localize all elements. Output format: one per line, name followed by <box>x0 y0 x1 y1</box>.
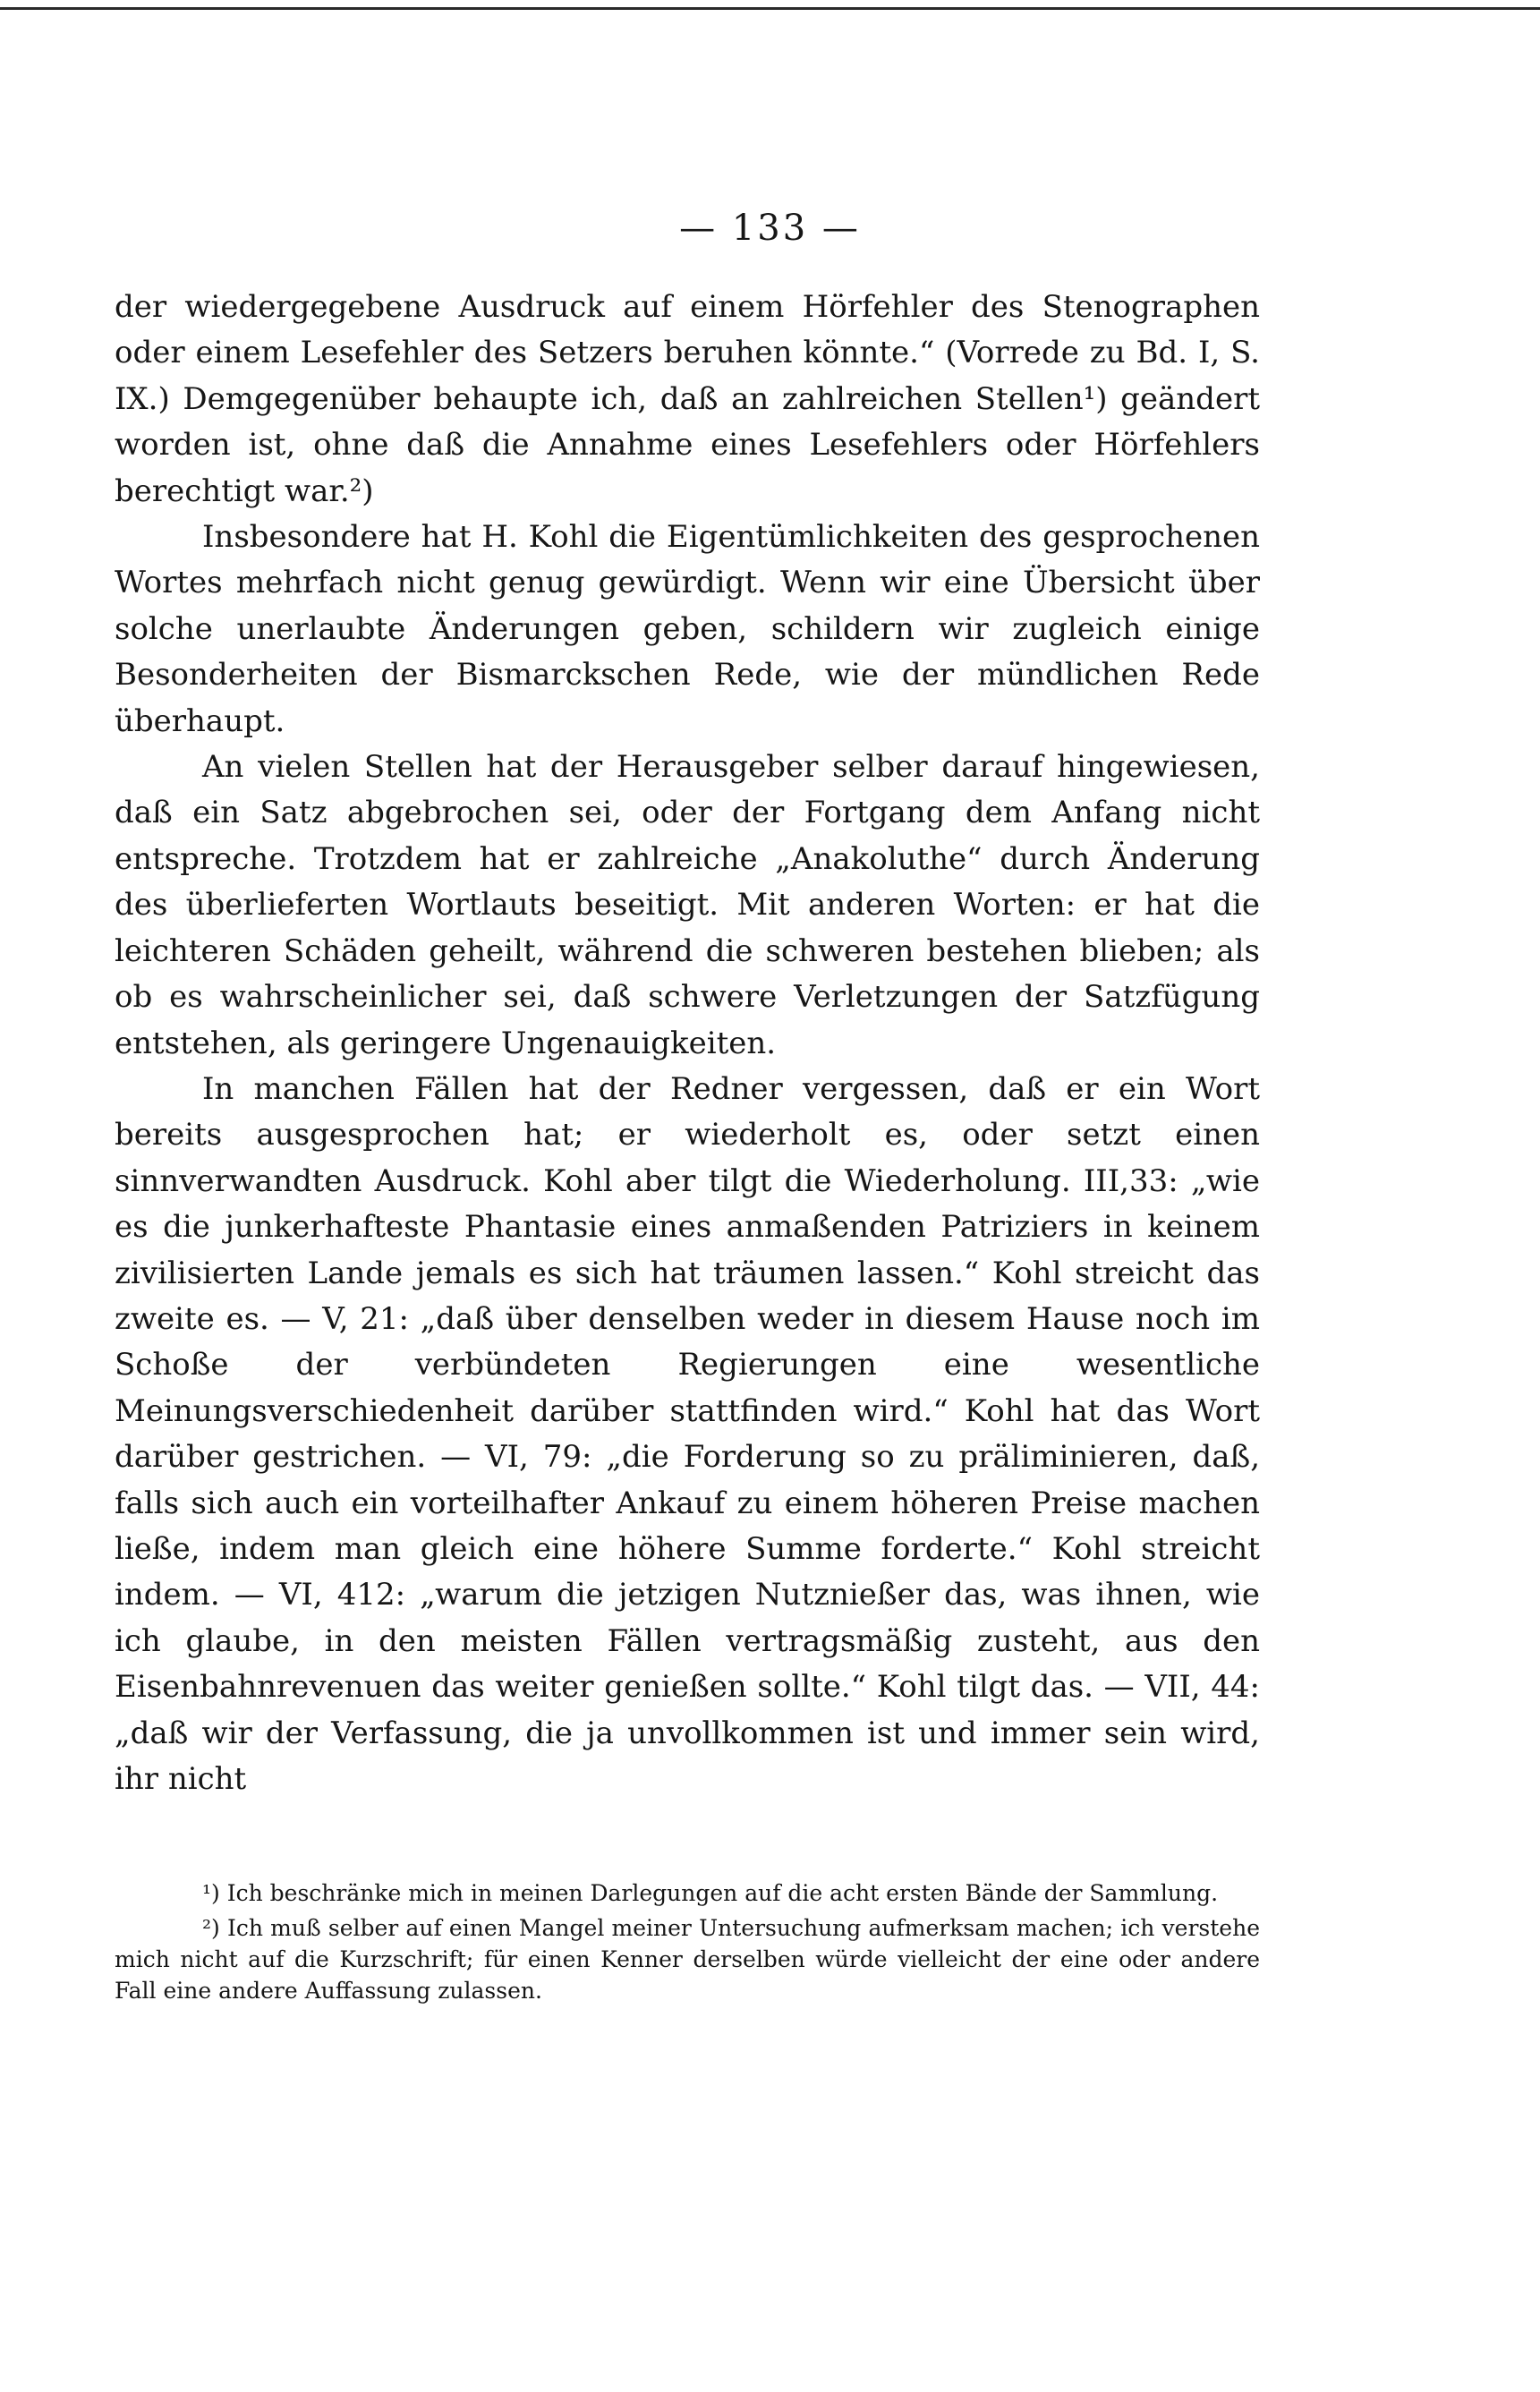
footnotes <box>115 1877 1260 2010</box>
page-top-border <box>0 7 1540 10</box>
paragraph: Insbesondere hat H. Kohl die Eigentümlichkeiten des gesprochenen Wortes mehrfach nicht genug gewürdigt. Wenn wir eine Übersicht über solche unerlaubte Änderungen geben, schildern wir zugleich einige Besonderheiten der Bismarckschen Rede, wie der mündlichen Rede überhaupt. <box>115 519 1260 739</box>
footnote-2: ²) Ich muß selber auf einen Mangel meiner Untersuchung aufmerksam machen; ich verstehe mich nicht auf die Kurzschrift; für einen Kenner derselben würde vielleicht der eine oder andere Fall eine andere Auffassung zulassen. <box>115 1915 1260 2004</box>
paragraph: In manchen Fällen hat der Redner vergessen, daß er ein Wort bereits ausgesprochen hat; er wiederholt es, oder setzt einen sinnverwandten Ausdruck. Kohl aber tilgt die Wiederholung. III,33: „wie es die junkerhafteste Phantasie eines anmaßenden Patriziers in keinem zivilisierten Lande jemals es sich hat träumen lassen.“ Kohl streicht das zweite es. — V, 21: „daß über denselben weder in diesem Hause noch im Schoße der verbündeten Regierungen eine wesentliche Meinungsverschiedenheit darüber stattfinden wird.“ Kohl hat das Wort darüber gestrichen. — VI, 79: „die Forderung so zu präliminieren, daß, falls sich auch ein vorteilhafter Ankauf zu einem höheren Preise machen ließe, indem man gleich eine höhere Summe forderte.“ Kohl streicht indem. — VI, 412: „warum die jetzigen Nutznießer das, was ihnen, wie ich glaube, in den meisten Fällen vertragsmäßig zusteht, aus den Eisenbahnrevenuen das weiter genießen sollte.“ Kohl tilgt das. — VII, 44: „daß wir der Verfassung, die ja unvollkommen ist und immer sein wird, ihr nicht <box>115 1070 1260 1797</box>
main-text <box>115 285 1260 1802</box>
paragraph-continuation: der wiedergegebene Ausdruck auf einem Hörfehler des Stenographen oder einem Lesefehler des Setzers beruhen könnte.“ (Vorrede zu Bd. I, S. IX.) Demgegenüber behaupte ich, daß an zahlreichen Stellen¹) geändert worden ist, ohne daß die Annahme eines Lesefehlers oder Hörfehlers berechtigt war.²) <box>115 289 1260 509</box>
paragraph: An vielen Stellen hat der Herausgeber selber darauf hingewiesen, daß ein Satz abgebrochen sei, oder der Fortgang dem Anfang nicht entspreche. Trotzdem hat er zahlreiche „Anakoluthe“ durch Änderung des überlieferten Wortlauts beseitigt. Mit anderen Worten: er hat die leichteren Schäden geheilt, während die schweren bestehen blieben; als ob es wahrscheinlicher sei, daß schwere Verletzungen der Satzfügung entstehen, als geringere Ungenauigkeiten. <box>115 749 1260 1061</box>
footnote-1: ¹) Ich beschränke mich in meinen Darlegungen auf die acht ersten Bände der Sammlung. <box>202 1880 1219 1906</box>
page-number: — 133 — <box>679 208 861 249</box>
